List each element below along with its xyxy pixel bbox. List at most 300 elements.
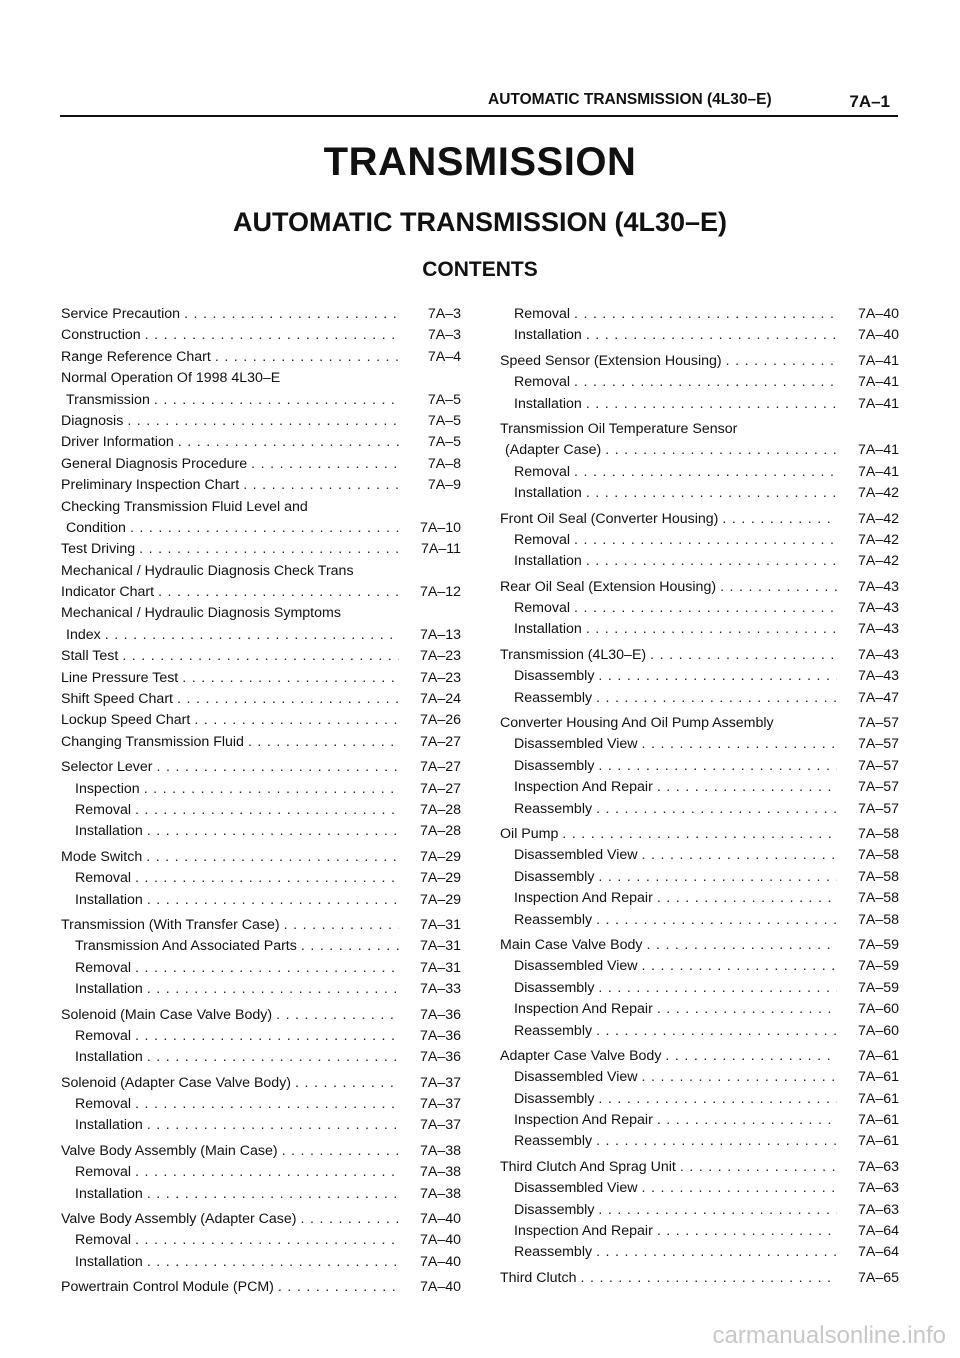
leader-dots [596,688,837,709]
leader-dots [586,394,837,415]
toc-subentry[interactable] [500,999,899,1020]
toc-entry-label: Installation [75,823,143,840]
toc-entry-page: 7A–29 [419,848,461,865]
toc-entry-page: 7A–40 [857,306,899,322]
toc-entry-page: 7A–41 [857,442,899,459]
toc-entry-label: Preliminary Inspection Chart [61,477,240,494]
toc-entry-label: Removal [514,374,570,391]
leader-dots [650,645,837,666]
toc-entry-label: Main Case Valve Body [500,936,643,953]
toc-entry-label: Adapter Case Valve Body [500,1047,662,1064]
toc-entry[interactable] [61,1073,461,1094]
toc-entry-continuation[interactable] [61,582,461,603]
toc-entry-label: Powertrain Control Module (PCM) [61,1279,274,1296]
leader-dots [586,483,837,504]
toc-entry-page: 7A–28 [419,801,461,818]
toc-entry-continuation[interactable] [61,390,461,411]
toc-entry-first-line[interactable] [61,603,461,624]
toc-subentry[interactable] [61,1026,461,1047]
toc-entry[interactable] [500,824,899,845]
toc-entry-first-line[interactable] [61,368,461,389]
toc-subentry[interactable] [500,325,899,346]
toc-entry[interactable] [500,1268,899,1289]
leader-dots [215,347,399,368]
leader-dots [596,910,837,931]
toc-entry-label: Installation [75,1185,143,1202]
toc-subentry[interactable] [61,1115,461,1136]
watermark: carmanualsonline.info [712,1322,946,1349]
toc-entry-page: 7A–27 [419,733,461,750]
toc-subentry[interactable] [500,888,899,909]
leader-dots [574,372,837,393]
toc-entry-page: 7A–42 [857,553,899,570]
toc-entry-label: Shift Speed Chart [61,691,173,708]
leader-dots [248,732,399,753]
toc-entry-label: Construction [61,327,141,344]
page-number: 7A–1 [849,92,890,111]
toc-entry-page: 7A–59 [857,958,899,975]
toc-entry-label: Installation [75,1117,143,1134]
toc-entry-label: Installation [514,553,582,570]
toc-entry[interactable] [61,847,461,868]
toc-entry[interactable] [61,347,461,368]
toc-entry-label: Inspection And Repair [514,1223,653,1240]
leader-dots [596,1131,837,1152]
toc-subentry[interactable] [500,867,899,888]
toc-entry-label: Installation [514,327,582,344]
leader-dots [657,1110,837,1131]
toc-entry-page: 7A–43 [857,600,899,617]
leader-dots [177,689,399,710]
leader-dots [122,646,399,667]
toc-entry-label: Removal [514,463,570,480]
toc-entry-page: 7A–40 [857,327,899,344]
leader-dots [135,1026,399,1047]
toc-entry-first-line[interactable] [61,561,461,582]
toc-entry-page: 7A–27 [419,759,461,776]
toc-entry-page: 7A–40 [419,1253,461,1270]
toc-subentry[interactable] [61,1252,461,1273]
leader-dots [574,462,837,483]
toc-entry-page: 7A–5 [427,434,461,451]
toc-entry-label: Line Pressure Test [61,669,179,686]
toc-entry-page: 7A–42 [857,510,899,527]
leader-dots [642,734,837,755]
toc-entry[interactable] [61,325,461,346]
toc-subentry[interactable] [61,821,461,842]
toc-entry-label: Reassembly [514,1244,593,1261]
toc-entry-page: 7A–57 [857,800,899,817]
toc-entry-label: Removal [514,531,570,548]
toc-entry[interactable] [61,668,461,689]
toc-entry-page: 7A–43 [857,668,899,685]
toc-entry-label: Test Driving [61,541,136,558]
toc-entry-page: 7A–36 [419,1027,461,1044]
toc-subentry[interactable] [500,394,899,415]
leader-dots [657,777,837,798]
toc-entry-first-line[interactable] [500,419,899,440]
toc-subentry[interactable] [500,845,899,866]
toc-subentry[interactable] [500,1131,899,1152]
toc-entry-label: Installation [514,395,582,412]
leader-dots [147,890,399,911]
toc-entry-page: 7A–23 [419,669,461,686]
leader-dots [646,935,837,956]
toc-entry-label: Inspection And Repair [514,779,653,796]
toc-entry[interactable] [61,689,461,710]
leader-dots [598,1200,837,1221]
toc-entry-page: 7A–57 [857,757,899,774]
toc-entry-page: 7A–36 [419,1006,461,1023]
toc-entry-first-line[interactable] [61,497,461,518]
toc-entry-page: 7A–64 [857,1244,899,1261]
toc-entry-label: Disassembled View [514,1180,638,1197]
leader-dots [642,956,837,977]
leader-dots [135,958,399,979]
toc-subentry[interactable] [500,1221,899,1242]
toc-entry-page: 7A–9 [427,477,461,494]
leader-dots [130,518,399,539]
toc-entry-label: Transmission Oil Temperature Sensor [500,420,738,437]
leader-dots [282,1141,399,1162]
toc-subentry[interactable] [61,800,461,821]
toc-entry-page: 7A–4 [427,348,461,365]
toc-entry-label: Disassembly [514,668,595,685]
leader-dots [605,440,837,461]
toc-entry-label: Disassembly [514,979,595,996]
toc-entry-page: 7A–36 [419,1049,461,1066]
toc-entry-page: 7A–38 [419,1164,461,1181]
leader-dots [596,1242,837,1263]
toc-entry-label: Third Clutch [500,1269,577,1286]
toc-entry-label: Installation [75,1253,143,1270]
toc-entry-page: 7A–41 [857,463,899,480]
toc-entry-label: Installation [514,485,582,502]
toc-entry-page: 7A–38 [419,1142,461,1159]
leader-dots [680,1157,837,1178]
toc-entry-label: Removal [514,306,570,322]
toc-entry-page: 7A–11 [421,541,461,558]
toc-entry[interactable] [61,1277,461,1298]
toc-entry-continuation[interactable] [61,518,461,539]
toc-subentry[interactable] [61,1230,461,1251]
toc-entry-page: 7A–37 [419,1117,461,1134]
leader-dots [284,915,399,936]
toc-entry-page: 7A–58 [857,911,899,928]
toc-subentry[interactable] [61,1162,461,1183]
toc-subentry[interactable] [500,598,899,619]
leader-dots [301,1209,399,1230]
toc-entry[interactable] [500,1046,899,1067]
toc-subentry[interactable] [500,1021,899,1042]
toc-entry-label: Lockup Speed Chart [61,712,191,729]
toc-entry-label: Rear Oil Seal (Extension Housing) [500,578,717,595]
toc-entry-label: Removal [75,1232,131,1249]
toc-entry-label: Speed Sensor (Extension Housing) [500,352,722,369]
toc-entry-page: 7A–65 [857,1269,899,1286]
toc-entry-label: Disassembled View [514,958,638,975]
toc-subentry[interactable] [500,910,899,931]
toc-entry-label: Mechanical / Hydraulic Diagnosis Symptoms [61,605,341,622]
toc-right-column [500,304,899,1289]
toc-entry-label: Diagnosis [61,412,124,429]
toc-entry-label: Inspection And Repair [514,1112,653,1129]
toc-entry-label: Mode Switch [61,848,143,865]
toc-entry[interactable] [61,304,461,325]
toc-subentry[interactable] [500,551,899,572]
toc-entry-label: Transmission And Associated Parts [75,938,297,955]
leader-dots [598,1089,837,1110]
toc-entry[interactable] [500,935,899,956]
toc-entry-page: 7A–60 [857,1001,899,1018]
toc-entry-page: 7A–3 [427,327,461,344]
toc-entry-page: 7A–37 [419,1074,461,1091]
toc-subentry[interactable] [500,734,899,755]
toc-subentry[interactable] [500,1200,899,1221]
toc-subentry[interactable] [61,958,461,979]
toc-entry-label: Removal [75,959,131,976]
toc-entry[interactable] [61,915,461,936]
toc-entry-page: 7A–58 [857,890,899,907]
toc-entry-label: Disassembly [514,1090,595,1107]
toc-entry[interactable] [61,710,461,731]
toc-subentry[interactable] [500,666,899,687]
toc-subentry[interactable] [61,1184,461,1205]
leader-dots [586,619,837,640]
toc-entry-label: Mechanical / Hydraulic Diagnosis Check Trans [61,562,354,579]
toc-entry-label: Removal [75,1164,131,1181]
leader-dots [147,821,399,842]
toc-entry[interactable] [61,432,461,453]
toc-entry-page: 7A–41 [857,395,899,412]
toc-entry[interactable] [61,1209,461,1230]
toc-entry[interactable] [500,645,899,666]
toc-entry-label: Valve Body Assembly (Main Case) [61,1142,278,1159]
toc-subentry[interactable] [500,1089,899,1110]
toc-entry-label: Service Precaution [61,306,181,322]
toc-entry-page: 7A–59 [857,936,899,953]
toc-subentry[interactable] [500,372,899,393]
toc-entry[interactable] [500,509,899,530]
leader-dots [135,1230,399,1251]
toc-subentry[interactable] [500,1067,899,1088]
leader-dots [720,577,837,598]
toc-entry-page: 7A–41 [857,352,899,369]
leader-dots [145,325,399,346]
toc-entry-label: Third Clutch And Sprag Unit [500,1158,676,1175]
toc-entry-label: (Adapter Case) [505,442,602,459]
toc-subentry[interactable] [61,979,461,1000]
leader-dots [598,978,837,999]
leader-dots [158,582,399,603]
toc-entry-label: Removal [75,870,131,887]
toc-entry-page: 7A–59 [857,979,899,996]
toc-subentry[interactable] [61,890,461,911]
toc-entry-page: 7A–37 [419,1096,461,1113]
leader-dots [251,454,399,475]
leader-dots [580,1268,837,1289]
toc-entry[interactable] [61,1141,461,1162]
toc-entry-label: Removal [514,600,570,617]
toc-entry-page: 7A–29 [419,870,461,887]
toc-entry-page: 7A–61 [857,1090,899,1107]
leader-dots [276,1005,399,1026]
toc-entry-label: Disassembled View [514,736,638,753]
toc-subentry[interactable] [500,304,899,325]
toc-entry[interactable] [61,1005,461,1026]
toc-entry-label: Reassembly [514,1022,593,1039]
toc-entry-page: 7A–24 [419,691,461,708]
toc-entry[interactable] [61,454,461,475]
leader-dots [147,1252,399,1273]
toc-entry-page: 7A–40 [419,1211,461,1228]
toc-entry-continuation[interactable] [500,440,899,461]
leader-dots [301,936,399,957]
leader-dots [182,668,399,689]
toc-entry[interactable] [500,713,899,734]
toc-subentry[interactable] [500,688,899,709]
toc-entry[interactable] [500,1157,899,1178]
toc-entry-page: 7A–57 [857,736,899,753]
toc-entry[interactable] [61,411,461,432]
sub-heading: AUTOMATIC TRANSMISSION (4L30–E) [232,207,728,237]
toc-entry[interactable] [61,757,461,778]
leader-dots [135,868,399,889]
leader-dots [657,1221,837,1242]
toc-entry-label: Transmission [66,391,150,408]
toc-entry-label: Oil Pump [500,825,559,842]
leader-dots [147,1115,399,1136]
toc-entry-page: 7A–31 [419,938,461,955]
toc-subentry[interactable] [500,483,899,504]
leader-dots [139,539,399,560]
toc-entry-label: Reassembly [514,911,593,928]
leader-dots [144,779,399,800]
toc-entry-page: 7A–63 [857,1180,899,1197]
leader-dots [642,1178,837,1199]
toc-subentry[interactable] [61,779,461,800]
toc-entry-label: Condition [66,519,126,536]
toc-entry-label: Disassembly [514,868,595,885]
toc-subentry[interactable] [61,1047,461,1068]
toc-entry-page: 7A–43 [857,646,899,663]
toc-subentry[interactable] [500,756,899,777]
toc-entry-page: 7A–63 [857,1158,899,1175]
toc-entry-label: Normal Operation Of 1998 4L30–E [61,370,281,387]
leader-dots [598,867,837,888]
leader-dots [642,845,837,866]
toc-entry-page: 7A–58 [857,847,899,864]
toc-entry-page: 7A–57 [857,715,899,732]
leader-dots [154,390,399,411]
toc-entry-label: Installation [75,981,143,998]
toc-entry-label: Removal [75,1096,131,1113]
toc-entry[interactable] [61,732,461,753]
toc-entry-label: Inspection And Repair [514,890,653,907]
toc-entry-page: 7A–57 [857,779,899,796]
toc-entry-label: Transmission (4L30–E) [500,646,647,663]
toc-entry-page: 7A–5 [427,391,461,408]
leader-dots [146,847,399,868]
leader-dots [243,475,399,496]
toc-subentry[interactable] [500,1178,899,1199]
toc-entry-label: Disassembled View [514,847,638,864]
toc-entry-label: Driver Information [61,434,174,451]
toc-entry-page: 7A–40 [419,1279,461,1296]
toc-entry-label: Changing Transmission Fluid [61,733,244,750]
toc-entry-label: Valve Body Assembly (Adapter Case) [61,1211,297,1228]
toc-entry-page: 7A–42 [857,485,899,502]
toc-subentry[interactable] [500,462,899,483]
toc-entry-label: Installation [514,621,582,638]
leader-dots [194,710,399,731]
toc-entry-continuation[interactable] [61,625,461,646]
toc-entry-page: 7A–41 [857,374,899,391]
toc-entry-page: 7A–28 [419,823,461,840]
toc-entry-label: Solenoid (Main Case Valve Body) [61,1006,273,1023]
toc-subentry[interactable] [61,1094,461,1115]
leader-dots [135,1162,399,1183]
toc-entry-label: Transmission (With Transfer Case) [61,916,280,933]
toc-subentry[interactable] [500,530,899,551]
leader-dots [135,800,399,821]
toc-entry-page: 7A–58 [857,825,899,842]
leader-dots [586,551,837,572]
toc-entry-page: 7A–61 [857,1112,899,1129]
toc-entry[interactable] [500,577,899,598]
toc-entry[interactable] [61,475,461,496]
toc-entry-page: 7A–10 [419,519,461,536]
toc-subentry[interactable] [500,1242,899,1263]
toc-entry-label: Disassembly [514,1201,595,1218]
leader-dots [586,325,837,346]
leader-dots [147,1047,399,1068]
toc-subentry[interactable] [61,868,461,889]
toc-entry-label: Indicator Chart [61,584,155,601]
toc-subentry[interactable] [500,799,899,820]
leader-dots [726,351,837,372]
toc-subentry[interactable] [500,956,899,977]
toc-entry-page: 7A–61 [857,1047,899,1064]
toc-subentry[interactable] [500,978,899,999]
toc-subentry[interactable] [500,619,899,640]
toc-subentry[interactable] [61,936,461,957]
toc-entry[interactable] [500,351,899,372]
toc-entry-label: Reassembly [514,689,593,706]
toc-entry-label: Index [66,626,101,643]
toc-entry-page: 7A–43 [857,578,899,595]
toc-entry[interactable] [61,646,461,667]
toc-entry-label: Removal [75,801,131,818]
main-heading: TRANSMISSION [323,140,637,184]
toc-entry-page: 7A–47 [857,689,899,706]
toc-entry-label: General Diagnosis Procedure [61,455,248,472]
leader-dots [596,799,837,820]
leader-dots [657,999,837,1020]
header-rule [60,115,898,117]
leader-dots [596,1021,837,1042]
leader-dots [135,1094,399,1115]
leader-dots [657,888,837,909]
toc-subentry[interactable] [500,1110,899,1131]
toc-subentry[interactable] [500,777,899,798]
toc-entry-page: 7A–63 [857,1201,899,1218]
toc-entry-page: 7A–43 [857,621,899,638]
toc-entry-label: Installation [75,891,143,908]
toc-entry[interactable] [61,539,461,560]
header-title: AUTOMATIC TRANSMISSION (4L30–E) [488,91,772,108]
leader-dots [147,979,399,1000]
